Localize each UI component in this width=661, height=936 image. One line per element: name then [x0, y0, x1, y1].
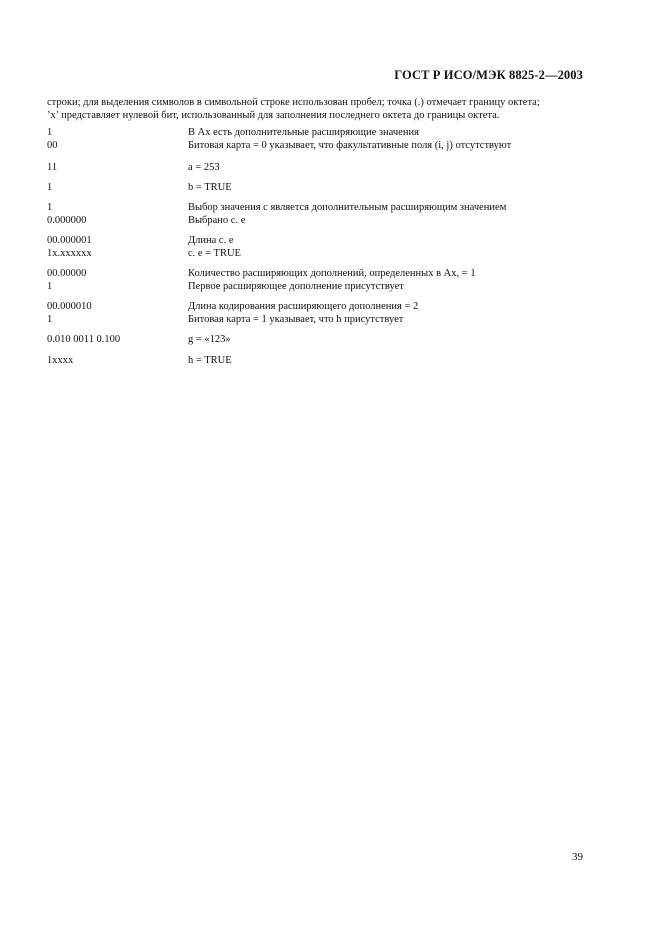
bit-code: 11	[47, 162, 58, 173]
bit-description: Выбор значения c является дополнительным расширяющим значением	[188, 202, 507, 213]
bit-description: Первое расширяющее дополнение присутствует	[188, 280, 404, 292]
bit-description: a = 253	[188, 162, 220, 173]
bit-code: 1xxxx	[47, 354, 74, 366]
bit-description: g = «123»	[188, 334, 231, 345]
bit-code: 00.000001	[47, 235, 92, 246]
bit-code: 1	[47, 280, 53, 292]
document-header: ГОСТ Р ИСО/МЭК 8825-2—2003	[394, 68, 583, 82]
intro-line-2: ’x’ представляет нулевой бит, использованный для заполнения последнего октета до границы октета.	[47, 110, 500, 121]
encoding-row	[47, 182, 607, 195]
bit-code: 0.010 0011 0.100	[47, 334, 121, 345]
bit-description: c. e = TRUE	[188, 247, 241, 259]
bit-code: 1x.xxxxxx	[47, 247, 92, 259]
bit-description: Битовая карта = 1 указывает, что h присутствует	[188, 313, 404, 325]
encoding-row	[47, 127, 607, 152]
bit-description: Длина c. e	[188, 235, 234, 246]
encoding-row	[47, 301, 607, 326]
bit-code: 00.000010	[47, 301, 92, 312]
bit-code: 1	[47, 202, 53, 213]
encoding-row	[47, 162, 607, 175]
bit-code: 0.000000	[47, 214, 87, 226]
intro-paragraph	[47, 96, 587, 122]
bit-code: 1	[47, 313, 53, 325]
encoding-row	[47, 334, 607, 347]
bit-code: 00	[47, 139, 58, 151]
bit-description: Битовая карта = 0 указывает, что факультативные поля (i, j) отсутствуют	[188, 139, 512, 151]
bit-description: h = TRUE	[188, 354, 232, 366]
bit-description: Выбрано c. e	[188, 214, 246, 226]
bit-description: Длина кодирования расширяющего дополнения = 2	[188, 301, 419, 312]
bit-description: В Ax есть дополнительные расширяющие значения	[188, 127, 419, 138]
encoding-table	[47, 127, 607, 367]
bit-description: b = TRUE	[188, 181, 232, 193]
page-number: 39	[572, 851, 583, 863]
bit-description: Количество расширяющих дополнений, определенных в Ax, = 1	[188, 268, 476, 279]
encoding-row	[47, 268, 607, 293]
intro-line-1: строки; для выделения символов в символьной строке использован пробел; точка (.) отмечает границу октета;	[47, 97, 540, 108]
encoding-row	[47, 235, 607, 260]
bit-code: 1	[47, 127, 53, 138]
bit-code: 1	[47, 181, 53, 193]
bit-code: 00.00000	[47, 268, 87, 279]
encoding-row	[47, 202, 607, 227]
encoding-row	[47, 355, 607, 368]
